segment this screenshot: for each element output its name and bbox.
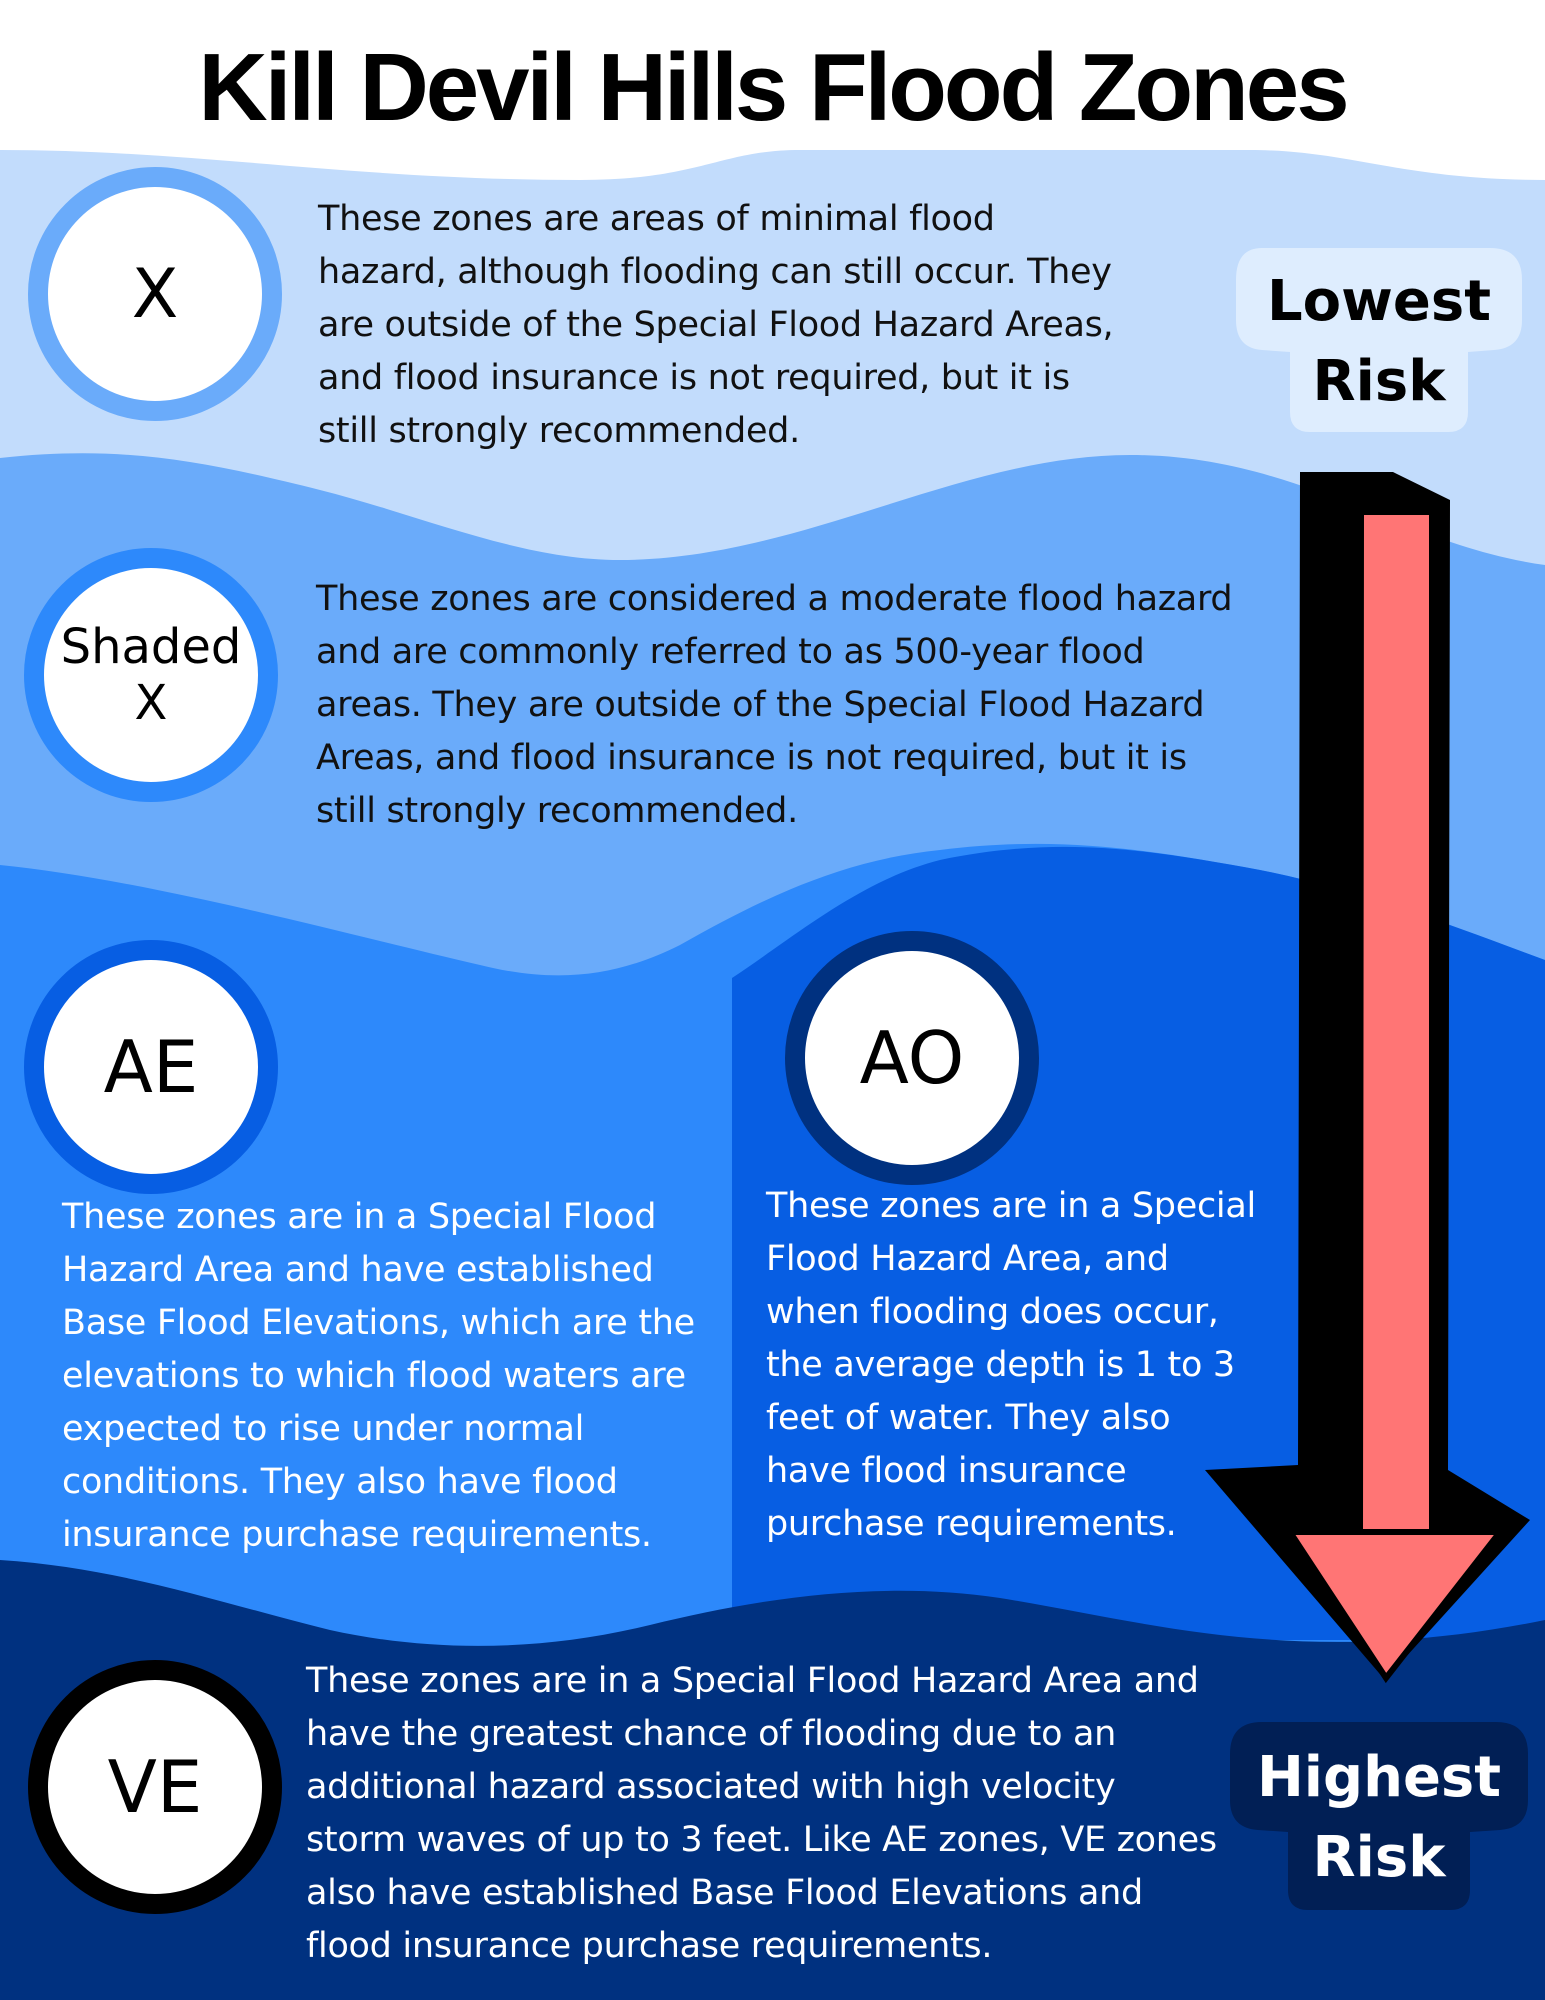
lowest-risk-line1: Lowest [1267, 269, 1491, 334]
risk-arrow-shaft [1360, 512, 1432, 1535]
zone-ae-label: AE [103, 1025, 199, 1109]
zone-ae-badge [24, 940, 278, 1194]
zone-ve-description: These zones are in a Special Flood Hazard Area and have the greatest chance of flooding due to an additional hazard associated with high velocity storm waves of up to 3 feet. Like AE zones, VE zones also have established Base Flood Elevations and flood insurance purchase requirements. [306, 1661, 1217, 1966]
highest-risk-line1: Highest [1256, 1745, 1502, 1810]
zone-shaded-x-label-line1: Shaded [60, 619, 242, 675]
zone-shaded-x-badge [24, 548, 278, 802]
zone-ao-badge [785, 931, 1039, 1185]
zone-x-description: These zones are areas of minimal flood hazard, although flooding can still occur. They are outside of the Special Flood Hazard Areas, and flood insurance is not required, but it is still strongly recommended. [318, 199, 1114, 451]
zone-ae-description: These zones are in a Special Flood Hazard Area and have established Base Flood Elevations, which are the elevations to which flood waters are expected to rise under normal conditions. They also have flood insurance purchase requirements. [62, 1197, 695, 1555]
lowest-risk-line2: Risk [1312, 349, 1446, 414]
zone-ao-label: AO [859, 1016, 965, 1100]
highest-risk-line2: Risk [1312, 1825, 1446, 1890]
zone-shaded-x-description: These zones are considered a moderate flood hazard and are commonly referred to as 500-year flood areas. They are outside of the Special Flood Hazard Areas, and flood insurance is not required, but it is still strongly recommended. [316, 579, 1233, 831]
lowest-risk-tag [1236, 262, 1522, 422]
zone-ve-label: VE [107, 1745, 203, 1829]
zone-x-badge [28, 167, 282, 421]
zone-x-label: X [131, 254, 179, 334]
zone-ao-description: These zones are in a Special Flood Hazard Area, and when flooding does occur, the average depth is 1 to 3 feet of water. They also have flood insurance purchase requirements. [766, 1186, 1256, 1544]
page-title: Kill Devil Hills Flood Zones [198, 34, 1347, 141]
zone-shaded-x-label-line2: X [134, 675, 168, 731]
highest-risk-tag [1230, 1738, 1528, 1898]
zone-ve-badge [28, 1660, 282, 1914]
